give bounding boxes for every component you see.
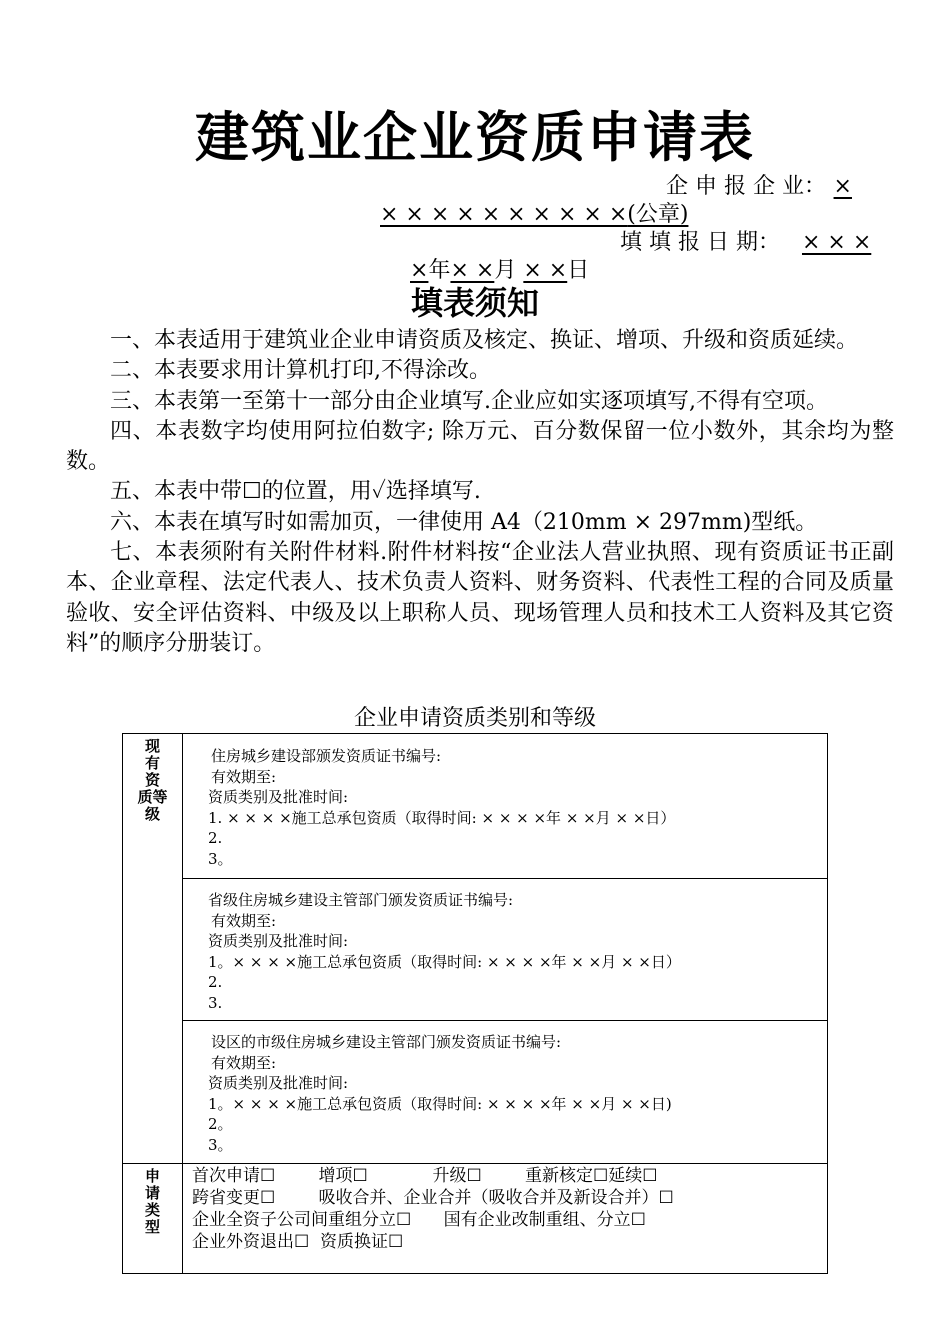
applicant-value-b: × × × × × × × × × × [380, 202, 628, 227]
row-divider [182, 878, 827, 879]
notice-list [66, 326, 894, 659]
row-divider [182, 1020, 827, 1021]
application-option-line[interactable]: 企业外资退出☐ 资质换证☐ [192, 1232, 404, 1252]
date-year-b: × [410, 258, 429, 283]
notice-item: 六、本表在填写时如需加页，一律使用 A4（210mm × 297mm)型纸。 [110, 509, 818, 535]
provincial-cert-block: 省级住房城乡建设主管部门颁发资质证书编号: 有效期至: 资质类别及批准时间: 1。× × × ×施工总承包资质（取得时间: × × × ×年 × ×月 × ×日） 2. 3. [208, 891, 681, 1012]
document-title: 建筑业企业资质申请表 [195, 106, 755, 169]
application-option-line[interactable]: 跨省变更☐ 吸收合并、企业合并（吸收合并及新设合并）☐ [192, 1188, 674, 1208]
municipal-cert-block: 设区的市级住房城乡建设主管部门颁发资质证书编号: 有效期至: 资质类别及批准时间: 1。× × × ×施工总承包资质（取得时间: × × × ×年 × ×月 × ×日) 2。 3。 [208, 1033, 672, 1154]
year-char: 年 [428, 258, 451, 283]
date-year-a: × × × [801, 230, 872, 255]
existing-qualification-label: 现 有 资 质等 级 [137, 737, 168, 823]
notice-item: 一、本表适用于建筑业企业申请资质及核定、换证、增项、升级和资质延续。 [110, 328, 859, 353]
date-label: 填 填 报 日 期： [620, 230, 780, 255]
qualification-table [122, 733, 828, 1274]
notice-title: 填表须知 [410, 284, 539, 322]
application-type-label: 申 请 类 型 [144, 1167, 160, 1236]
ministry-cert-block: 住房城乡建设部颁发资质证书编号: 有效期至: 资质类别及批准时间: 1. × × × ×施工总承包资质（取得时间: × × × ×年 × ×月 × ×日） 2. 3。 [208, 747, 676, 868]
application-option-line[interactable]: 首次申请☐ 增项☐ 升级☐ 重新核定☐延续☐ [192, 1166, 658, 1186]
date-row [620, 228, 871, 258]
day-value: × × [523, 258, 568, 283]
applicant-row [666, 172, 852, 202]
notice-item: 二、本表要求用计算机打印,不得涂改。 [110, 358, 491, 384]
notice-item: 七、本表须附有关附件材料.附件材料按“企业法人营业执照、现有资质证书正副本、企业章程、法定代表人、技术负责人资料、财务资料、代表性工程的合同及质量验收、安全评估资料、中级及以上职称人员、现场管理人员和技术工人资料及其它资料”的顺序分册装订。 [66, 540, 894, 656]
month-value: × × [450, 258, 495, 283]
application-type-options [123, 1163, 827, 1273]
section-title: 企业申请资质类别和等级 [353, 706, 596, 731]
notice-item: 五、本表中带☐的位置，用✓选择填写. [110, 479, 481, 505]
applicant-value-a: × [833, 174, 852, 199]
month-char: 月 [494, 258, 517, 283]
notice-item: 三、本表第一至第十一部分由企业填写.企业应如实逐项填写,不得有空项。 [110, 388, 828, 414]
applicant-label: 企 申 报 企 业： [666, 174, 826, 199]
applicant-row-cont [380, 200, 688, 230]
seal-label: (公章) [627, 202, 689, 227]
day-char: 日 [567, 258, 590, 283]
notice-item: 四、本表数字均使用阿拉伯数字; 除万元、百分数保留一位小数外，其余均为整数。 [66, 418, 894, 475]
application-option-line[interactable]: 企业全资子公司间重组分立☐ 国有企业改制重组、分立☐ [192, 1210, 646, 1230]
